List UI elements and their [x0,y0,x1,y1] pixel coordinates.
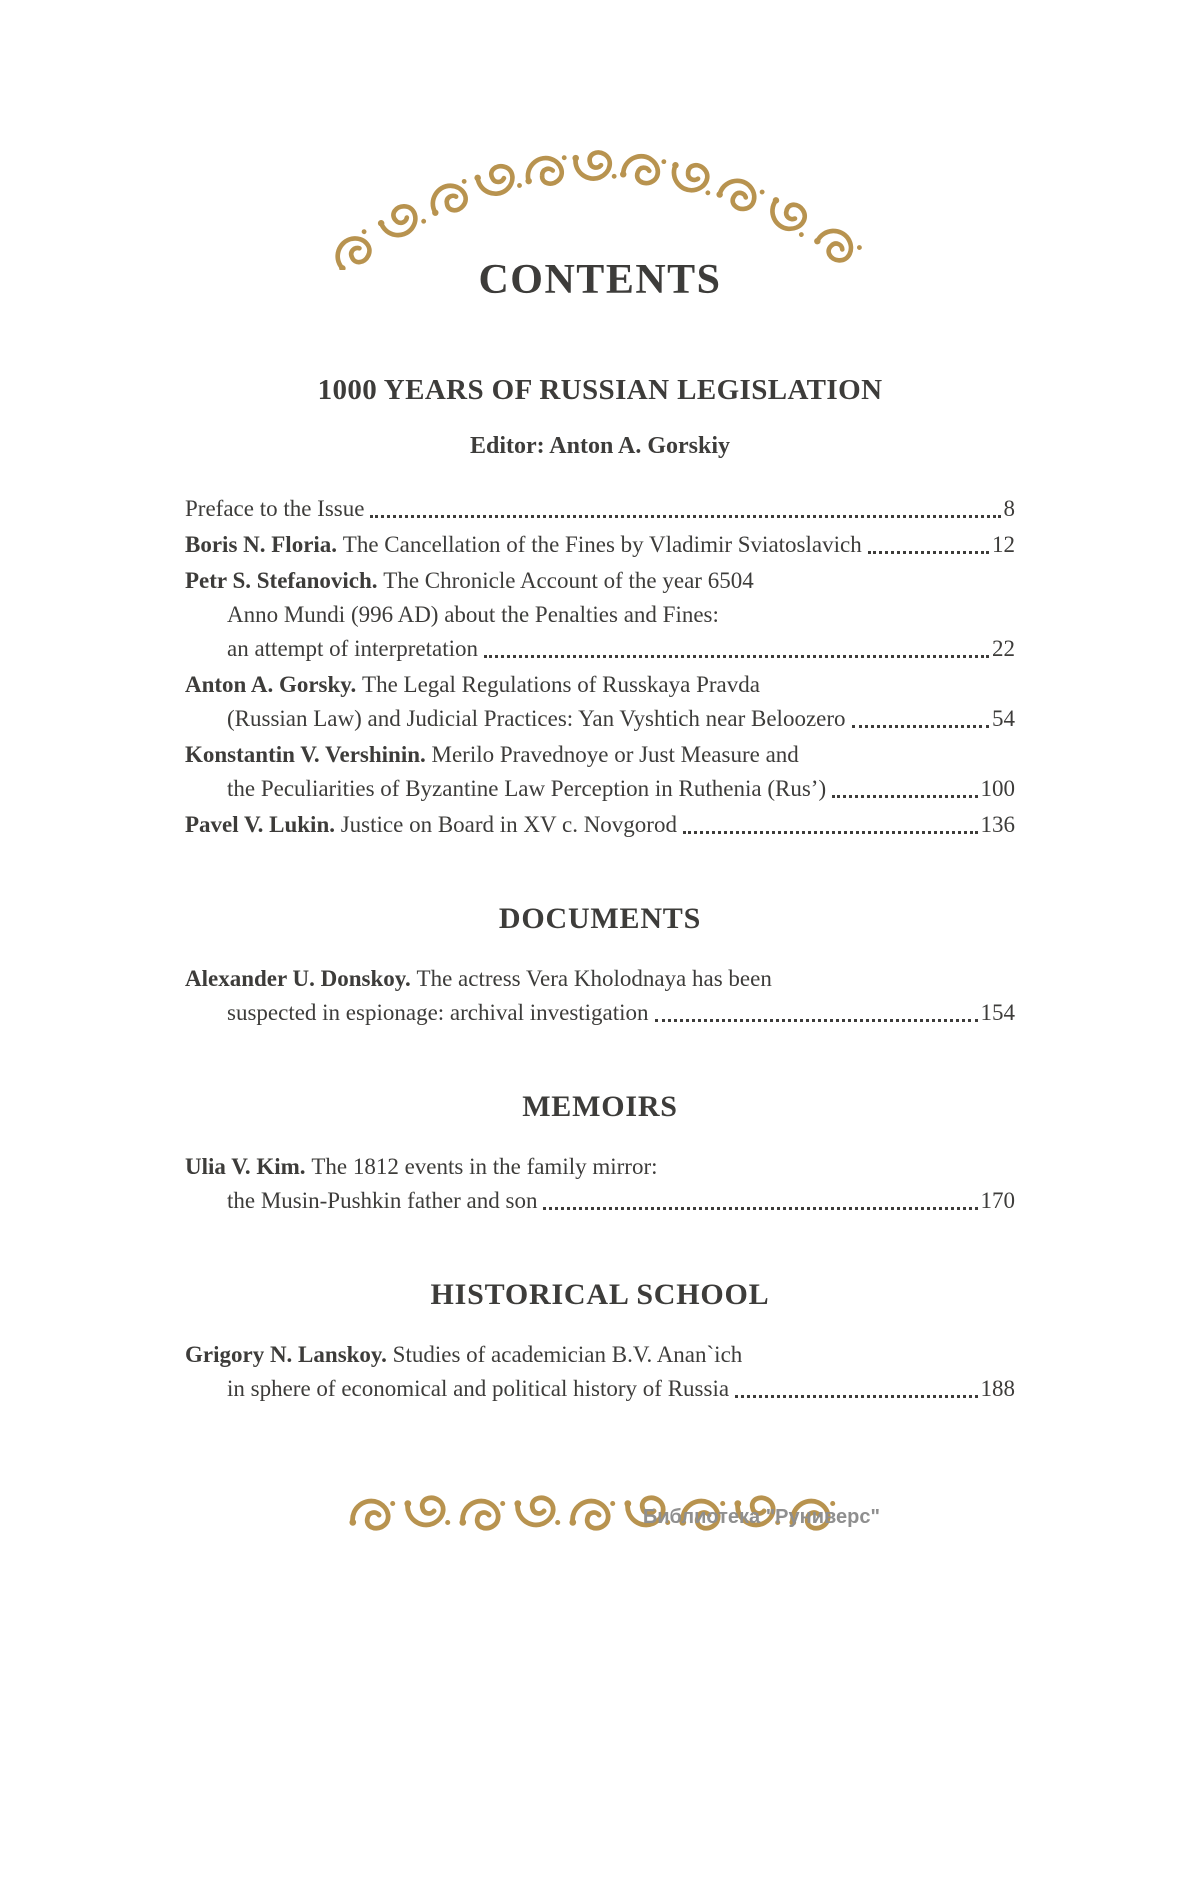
toc-section [185,374,1015,842]
toc-entry [185,492,1015,526]
page-number: 12 [992,532,1015,557]
entry-text: (Russian Law) and Judicial Practices: Yan Vyshtich near Beloozero [227,706,846,731]
toc-section [185,902,1015,1030]
entry-line [185,632,1015,666]
toc-section [185,1278,1015,1406]
entry-line [185,528,1015,562]
entry-line [185,564,1015,598]
dot-leader [852,725,989,728]
dot-leader [543,1207,977,1210]
toc-entry [185,1338,1015,1406]
entry-text: an attempt of interpretation [227,636,478,661]
top-ornament [311,138,889,270]
page-number: 8 [1003,496,1015,521]
entry-text: Alexander U. Donskoy. The actress Vera Kholodnaya has been [185,966,772,991]
toc-entry [185,668,1015,736]
page-number: 22 [992,636,1015,661]
section-heading: DOCUMENTS [498,902,702,935]
toc-sections [185,374,1015,1406]
entry-text: Boris N. Floria. The Cancellation of the Fines by Vladimir Sviatoslavich [185,532,862,557]
entry-author: Grigory N. Lanskoy. [185,1342,393,1367]
dot-leader [370,515,1000,518]
entry-text: suspected in espionage: archival investigation [227,1000,649,1025]
entry-line [185,702,1015,736]
entry-author: Boris N. Floria. [185,532,343,557]
entry-author: Ulia V. Kim. [185,1154,312,1179]
entry-text: Konstantin V. Vershinin. Merilo Pravednoye or Just Measure and [185,742,799,767]
toc-entry [185,564,1015,666]
entry-text: Anno Mundi (996 AD) about the Penalties and Fines: [227,602,719,627]
entry-text: Anton A. Gorsky. The Legal Regulations of Russkaya Pravda [185,672,760,697]
dot-leader [868,551,989,554]
entry-line [185,808,1015,842]
entry-author: Anton A. Gorsky. [185,672,363,697]
entry-list [185,492,1015,842]
entry-line [185,598,1015,632]
toc-section [185,1090,1015,1218]
entry-line [185,772,1015,806]
entry-text: the Peculiarities of Byzantine Law Perception in Ruthenia (Rus’) [227,776,827,801]
entry-line [185,1338,1015,1372]
entry-author: Pavel V. Lukin. [185,812,341,837]
dot-leader [683,831,978,834]
page-number: 54 [992,706,1015,731]
toc-entry [185,962,1015,1030]
dot-leader [735,1395,977,1398]
section-heading: 1000 YEARS OF RUSSIAN LEGISLATION [317,374,883,406]
entry-author: Petr S. Stefanovich. [185,568,384,593]
footer-credit: Библиотека "Руниверс" [642,1506,880,1528]
page-title: CONTENTS [478,257,722,303]
section-subheading: Editor: Anton A. Gorskiy [469,433,731,459]
entry-text: Pavel V. Lukin. Justice on Board in XV c. Novgorod [185,812,677,837]
section-heading: HISTORICAL SCHOOL [430,1278,770,1311]
entry-author: Alexander U. Donskoy. [185,966,417,991]
section-heading: MEMOIRS [522,1090,678,1123]
entry-line [185,1372,1015,1406]
entry-list [185,1338,1015,1406]
entry-text: the Musin-Pushkin father and son [227,1188,538,1213]
entry-line [185,1150,1015,1184]
entry-line [185,996,1015,1030]
page-number: 100 [980,776,1015,801]
entry-author: Konstantin V. Vershinin. [185,742,432,767]
toc-entry [185,738,1015,806]
entry-line [185,668,1015,702]
toc-entry [185,528,1015,562]
toc-entry [185,808,1015,842]
entry-text: Petr S. Stefanovich. The Chronicle Account of the year 6504 [185,568,754,593]
entry-list [185,1150,1015,1218]
page-number: 136 [980,812,1015,837]
entry-line [185,492,1015,526]
entry-line [185,1184,1015,1218]
entry-line [185,738,1015,772]
page-number: 188 [980,1376,1015,1401]
entry-text: in sphere of economical and political history of Russia [227,1376,730,1401]
entry-list [185,962,1015,1030]
entry-line [185,962,1015,996]
entry-text: Preface to the Issue [185,496,365,521]
dot-leader [832,795,977,798]
page-number: 170 [980,1188,1015,1213]
toc-entry [185,1150,1015,1218]
dot-leader [655,1019,978,1022]
entry-text: Grigory N. Lanskoy. Studies of academician B.V. Anan`ich [185,1342,743,1367]
entry-text: Ulia V. Kim. The 1812 events in the family mirror: [185,1154,658,1179]
dot-leader [484,655,989,658]
page-number: 154 [980,1000,1015,1025]
